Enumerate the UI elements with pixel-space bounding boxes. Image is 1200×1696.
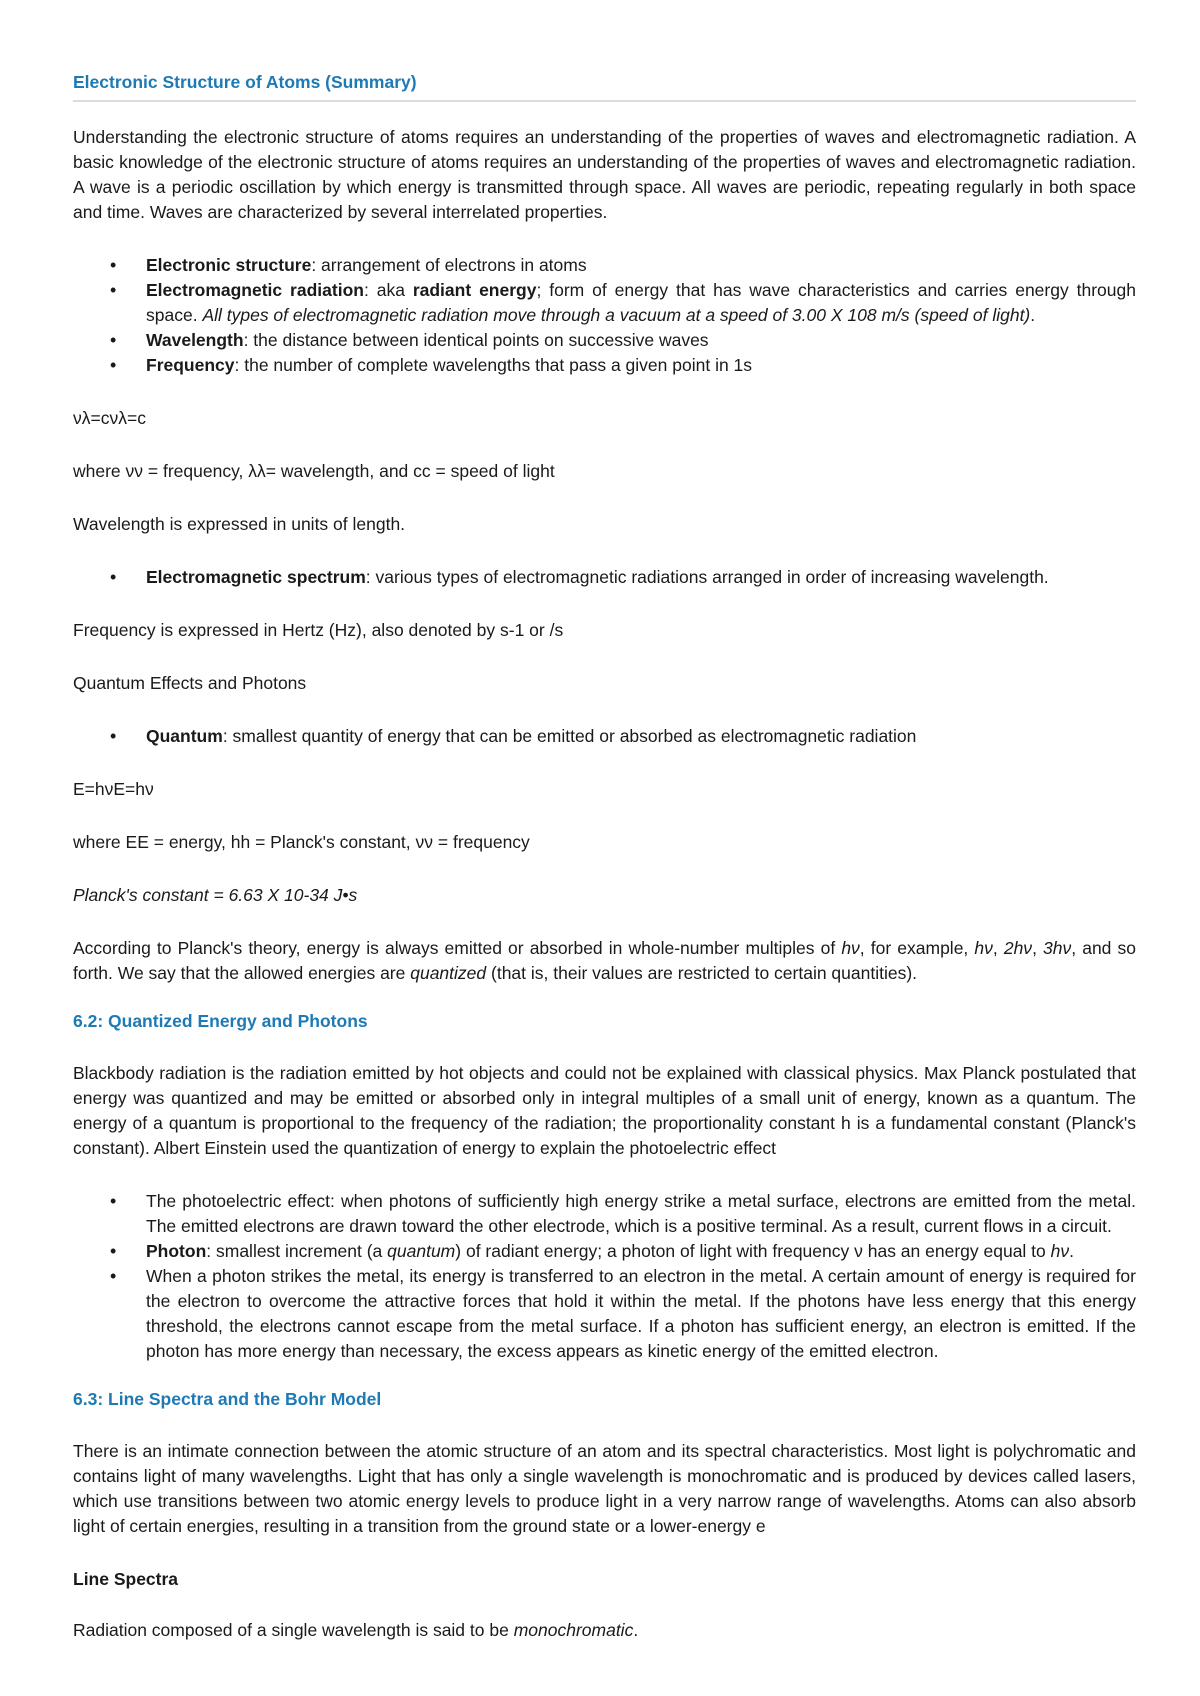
monochromatic-paragraph: Radiation composed of a single wavelength is said to be monochromatic.: [73, 1620, 639, 1640]
spectrum-list: [73, 565, 1136, 590]
section-heading-6-3: 6.3: Line Spectra and the Bohr Model: [73, 1389, 382, 1409]
document-page: [73, 70, 1136, 1671]
intro-paragraph: Understanding the electronic structure of atoms requires an understanding of the properties of waves and electromagnetic radiation. A basic knowledge of the electronic structure of atoms requires an understanding of the properties of waves and electromagnetic radiation. A wave is a periodic oscillation by which energy is transmitted through space. All waves are periodic, repeating regularly in both space and time. Waves are characterized by several interrelated properties.: [73, 127, 1136, 222]
blackbody-paragraph: Blackbody radiation is the radiation emitted by hot objects and could not be explained with classical physics. Max Planck postulated that energy was quantized and may be emitted or absorbed only in integral multiples of a small unit of energy, known as a quantum. The energy of a quantum is proportional to the frequency of the radiation; the proportionality constant h is a fundamental constant (Planck's constant). Albert Einstein used the quantization of energy to explain the photoelectric effect: [73, 1063, 1136, 1158]
section-heading-6-2: 6.2: Quantized Energy and Photons: [73, 1011, 368, 1031]
line-spectra-heading: Line Spectra: [73, 1569, 179, 1589]
equation-wave-legend: where νν = frequency, λλ= wavelength, and cc = speed of light: [73, 461, 555, 481]
list-item: • Photon: smallest increment (a quantum) of radiant energy; a photon of light with frequency ν has an energy equal to hν.: [146, 1239, 1136, 1264]
term: Electronic structure: [146, 255, 312, 275]
list-item: • Electronic structure: arrangement of electrons in atoms: [146, 253, 1136, 278]
list-item: • Wavelength: the distance between identical points on successive waves: [146, 328, 1136, 353]
list-item: • The photoelectric effect: when photons of sufficiently high energy strike a metal surface, electrons are emitted from the metal. The emitted electrons are drawn toward the other electrode, which is a positive terminal. As a result, current flows in a circuit.: [146, 1189, 1136, 1239]
planck-theory-paragraph: According to Planck's theory, energy is always emitted or absorbed in whole-number multiples of hν, for example, hν, 2hν, 3hν, and so forth. We say that the allowed energies are quantized (that is, their values are restricted to certain quantities).: [73, 938, 1136, 983]
definitions-list: [73, 253, 1136, 378]
planck-constant: Planck's constant = 6.63 X 10-34 J•s: [73, 885, 358, 905]
quantum-heading: Quantum Effects and Photons: [73, 673, 307, 693]
list-item: • Electromagnetic radiation: aka radiant energy; form of energy that has wave characteristics and carries energy through space. All types of electromagnetic radiation move through a vacuum at a speed of 3.00 X 108 m/s (speed of light).: [146, 278, 1136, 328]
term: Electromagnetic spectrum: [146, 567, 366, 587]
term: Electromagnetic radiation: [146, 280, 364, 300]
term: Frequency: [146, 355, 235, 375]
photon-list: [73, 1189, 1136, 1364]
list-item: • Frequency: the number of complete wavelengths that pass a given point in 1s: [146, 353, 1136, 378]
list-item: • When a photon strikes the metal, its energy is transferred to an electron in the metal. A certain amount of energy is required for the electron to overcome the attractive forces that hold it within the metal. If the photons have less energy that this energy threshold, the electrons cannot escape from the metal surface. If a photon has sufficient energy, an electron is emitted. If the photon has more energy than necessary, the excess appears as kinetic energy of the emitted electron.: [146, 1264, 1136, 1364]
frequency-units: Frequency is expressed in Hertz (Hz), also denoted by s-1 or /s: [73, 620, 564, 640]
term: Quantum: [146, 726, 223, 746]
term: radiant energy: [412, 280, 537, 300]
wavelength-units: Wavelength is expressed in units of length.: [73, 514, 406, 534]
equation-energy-legend: where EE = energy, hh = Planck's constant, νν = frequency: [73, 832, 530, 852]
equation-energy: E=hνE=hν: [73, 779, 154, 799]
list-item: • Quantum: smallest quantity of energy that can be emitted or absorbed as electromagnetic radiation: [146, 724, 1136, 749]
line-spectra-intro: There is an intimate connection between the atomic structure of an atom and its spectral characteristics. Most light is polychromatic and contains light of many wavelengths. Light that has only a single wavelength is monochromatic and is produced by devices called lasers, which use transitions between two atomic energy levels to produce light in a very narrow range of wavelengths. Atoms can also absorb light of certain energies, resulting in a transition from the ground state or a lower-energy e: [73, 1441, 1136, 1536]
list-item: • Electromagnetic spectrum: various types of electromagnetic radiations arranged in order of increasing wavelength.: [146, 565, 1136, 590]
quantum-list: [73, 724, 1136, 749]
document-title: Electronic Structure of Atoms (Summary): [73, 70, 1136, 102]
term: Wavelength: [146, 330, 244, 350]
term: Photon: [146, 1241, 207, 1261]
equation-wave: νλ=cνλ=c: [73, 408, 146, 428]
